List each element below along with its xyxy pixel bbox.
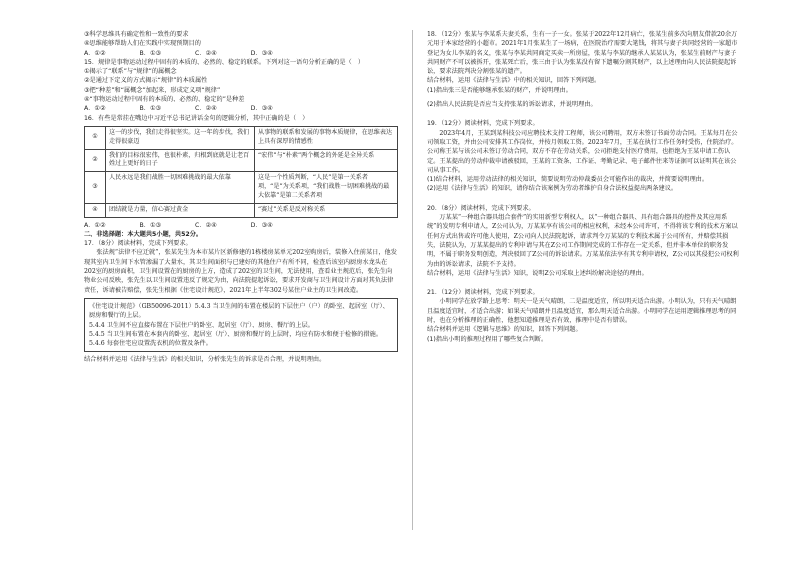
q20-heading: 20．（8分）阅读材料，完成下列要求。 — [427, 204, 535, 212]
row-number: ① — [85, 126, 106, 149]
regulation-item: 5.4.4 卫生间不应直接布置在下层住户的卧室、起居室（厅）、厨房、餐厅的上层。 — [89, 321, 314, 329]
q18-material: 18．（12分）张某与李某系夫妻关系，生有一子一女。张某于2022年12月病亡，张某生前多次向朋友借款20余万元用于本家经营的小超市。2021年1月张某生了一场病，在医院治疗需要大笔钱，将其与妻子共同经营的一家超市登记为女儿李某的名义，张某与李某共同商定买卖一所房屋，张某与李某的继承人某某认为，张某生前财产与妻子共同财产不可以被拆开，张某死亡后，张三由于认为张某没有留下遗嘱分割其财产，以上述理由向人民法院提起诉讼，要求法院判决分割张某的遗产。 — [427, 31, 738, 76]
row-number: ③ — [85, 172, 106, 203]
regulation-item: 5.4.5 当卫生间布置在本套内的卧室、起居室（厅）、厨房和餐厅的上层时，均应有防水和便于检修的措施。 — [89, 330, 383, 338]
table-row — [85, 172, 398, 203]
analysis-cell: 这是一个性质判断，“人民”是第一关系者项，“是”为关系项，“我们战胜一切困难挑战的最大依靠”是第二关系者项 — [255, 172, 398, 203]
q15-option-c: C．②④ — [195, 105, 217, 113]
q14-item-4: ④思维能够帮助人们在实践中实现预期目的 — [84, 40, 201, 48]
q16-options — [84, 221, 398, 230]
q21-material: 小明同学在放学路上思考：明天一是天气晴朗，二是温度适宜，所以明天适合出游。小明认为，只有天气晴朗且温度适宜时，才适合出游；如果天气晴朗并且温度适宜，那么明天适合出游。小明同学在运用逻辑推理思考的同时，也在分析推理的正确性，他想知道推理是否有效，推理中是否有错误。 — [427, 298, 737, 325]
right-column — [427, 30, 739, 344]
q17-material: 张法规“法律不应迁就”，张某先生为本市某片区新修建的1栋楼房某单元202室购房后，装修入住前某日，他发现其室内卫生间下水管渗漏了大量水，其卫生间面积与已建好的其他住户有所不同，检查后该室内厨房水龙头在202室的厨房面积，卫生间设置在的厨房的上方，造成了202室的卫生间，无法使用，查看业主规范后，张先生向物业公司反映，张先生以卫生间设置违反了规定为由，向法院提起诉讼，要求开发商与卫生间设计方面对其负法律责任，诉请被告赔偿，张先生根据《住宅设计规范》，2021年上半年302号某住户业主的卫生间改造。 — [84, 249, 397, 294]
q18-question-2: (2)指出人民法院是否应当支持张某的诉讼请求，并说明理由。 — [427, 101, 597, 109]
q15-option-a: A．①② — [84, 105, 106, 113]
q15-item: ②是通过下定义的方式揭示“规律”的本质属性 — [84, 77, 208, 85]
quote-cell: 团结就是力量，信心赛过黄金 — [106, 203, 255, 217]
q14-options — [84, 49, 398, 58]
left-column — [84, 30, 398, 365]
q16-option-b: B．①③ — [139, 221, 162, 229]
q19-heading: 19．（12分）阅读材料，完成下列要求。 — [427, 120, 539, 128]
q14-option-a: A．①② — [84, 49, 106, 57]
q16-option-c: C．②④ — [195, 221, 217, 229]
row-number: ② — [85, 149, 106, 172]
q16-option-a: A．①② — [84, 221, 106, 229]
q17-regulation-box — [84, 298, 398, 352]
q18-question-1: (1)指出张三是否能够继承张某的财产，并说明理由。 — [427, 86, 572, 94]
table-row — [85, 149, 398, 172]
q21-heading: 21．（12分）阅读材料，完成下列要求。 — [427, 289, 539, 297]
q15-option-d: D．③④ — [250, 105, 273, 113]
q20-task: 结合材料，运用《法律与生活》知识，说明Z公司采取上述纠纷解决途径的理由。 — [427, 269, 648, 277]
column-divider — [412, 30, 413, 530]
section-heading: 二、非选择题：本大题共5小题，共52分。 — [84, 230, 203, 238]
q17-heading: 17．（8分）阅读材料，完成下列要求。 — [84, 240, 192, 248]
table-row — [85, 203, 398, 217]
regulation-item: 《住宅设计规范》（GB50096-2011）5.4.3 当卫生间的布置在楼层的下层住户（户）的卧室、起居室（厅）、厨房和餐厅的上层。 — [89, 302, 389, 320]
analysis-cell: “宏伟”与“朴素”两个概念的外延是全异关系 — [255, 149, 398, 172]
q15-item: ④“事物运动过程中固有的本质的、必然的、稳定的”是种差 — [84, 96, 245, 104]
q18-task: 结合材料，运用《法律与生活》中的相关知识，回答下列问题。 — [427, 77, 601, 85]
q14-item-3: ③科学思维具有确定性和一致性的要求 — [84, 31, 189, 38]
q17-task: 结合材料并运用《法律与生活》的相关知识，分析张先生的诉求是否合理，并说明理由。 — [84, 356, 326, 364]
q15-stem: 15．规律是事物运动过程中固有的本质的、必然的、稳定的联系。下列对这一语句分析正确的是（ ） — [84, 58, 365, 66]
q16-option-d: D．③④ — [250, 221, 273, 229]
quote-cell: 人民永远是我们战胜一切困难挑战的最大依靠 — [106, 172, 255, 203]
q16-table — [84, 126, 398, 218]
analysis-cell: 从事物的联系和发展的事物本质规律，在思维表达上具有深厚的情感性 — [255, 126, 398, 149]
row-number: ④ — [85, 203, 106, 217]
q14-option-c: C．②④ — [195, 49, 217, 57]
q14-option-b: B．①③ — [139, 49, 162, 57]
q14-option-d: D．③④ — [250, 49, 273, 57]
q15-option-b: B．①③ — [139, 105, 162, 113]
q19-question-1: (1)结合材料，运用劳动法律的相关知识，简要说明劳动仲裁委员会可能作出的裁决，并简要说明理由。 — [427, 176, 709, 184]
q15-item: ③把“种差”和“属概念”加起来，形成定义项“规律” — [84, 86, 221, 94]
q15-item: ①揭示了“联系”与“规律”的属概念 — [84, 68, 177, 76]
q21-task: 结合材料并运用《逻辑与思维》的知识，回答下列问题。 — [427, 326, 582, 334]
quote-cell: 这一的步伐，我们走得很坚实。这一年的步伐，我们走得很豪迈 — [106, 126, 255, 149]
q16-stem: 16．有些是常挂在嘴边中习近平总书记讲话金句的逻辑分析，其中正确的是（ ） — [84, 114, 309, 122]
quote-cell: 我们的目标很宏伟，也很朴素，归根到底就是让老百姓过上更好的日子 — [106, 149, 255, 172]
table-row — [85, 126, 398, 149]
q21-question-1: (1)指出小明的推理过程用了哪些复合判断。 — [427, 335, 548, 343]
q15-options — [84, 104, 398, 113]
q19-material: 2023年4月，王某到某科技公司应聘技术支持工程师，该公司聘用，双方未签订书面劳动合同。王某每月在公司领取工资，并由公司安排其工作岗位，并按月领取工资。2023年7月，王某在执行工作任务时受伤，住院治疗。公司称王某与该公司未签订劳动合同，双方不存在劳动关系，公司拒绝支付医疗费用，也拒绝为王某申请工伤认定。王某提出的劳动仲裁申请被驳回，王某的工资条、工作证、考勤记录、电子邮件往来等证据可以证明其在该公司从事工作。 — [427, 129, 738, 174]
q20-material: 万某某“一种组合器具组合套件”的实用新型专利权人，以“一种组合器具、具有组合器具的控件及其应用系统”的发明专利申请人，Z公司认为，万某某享有该公司的相应权利，未经本公司许可，不得将该专利的技术方案以任何方式出售或许可他人使用，Z公司向人民法院起诉，请求判令万某某的专利技术属于公司所有，并赔偿其损失，法院认为，万某某提出的专利申请与其在Z公司工作期间完成的工作存在一定关系，但并非本单位的职务发明，不属于职务发明创造，判决驳回了Z公司的诉讼请求。万某某依法享有其专利申请权，Z公司以其侵犯公司权利为由的诉讼请求，法院不予支持。 — [427, 214, 739, 268]
analysis-cell: “赛过”关系是反对称关系 — [255, 203, 398, 217]
q19-question-2: (2)运用《法律与生活》的知识，请你结合该案例为劳动者维护自身合法权益提出两条建议。 — [427, 185, 678, 193]
regulation-item: 5.4.6 每套住宅应设置洗衣机的位置及条件。 — [89, 340, 212, 348]
